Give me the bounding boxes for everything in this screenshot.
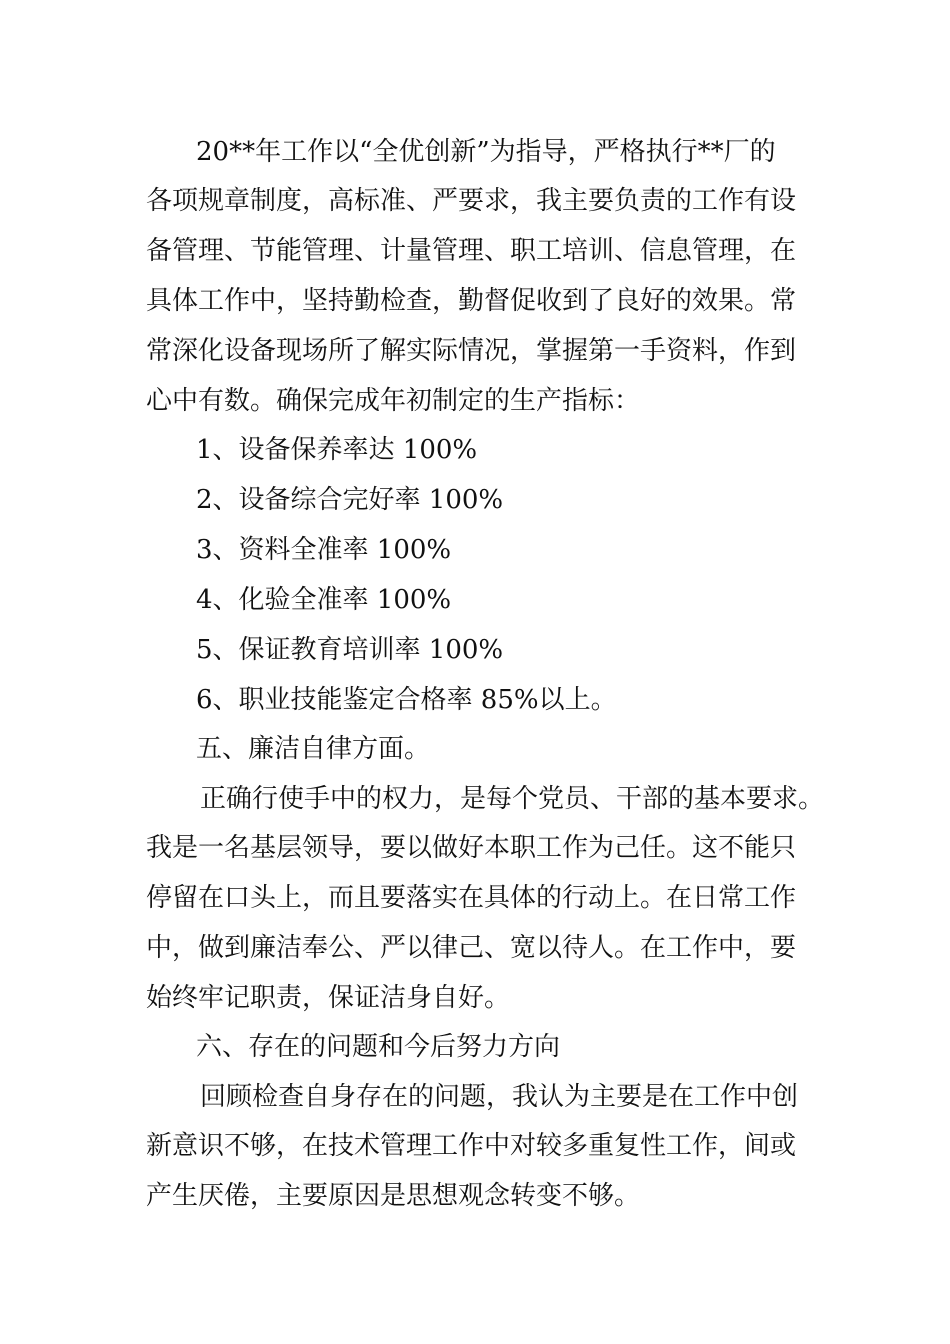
- paragraph-1-line-1: 20**年工作以“全优创新”为指导，严格执行**厂的: [196, 137, 776, 167]
- paragraph-1-line-4: 具体工作中，坚持勤检查，勤督促收到了良好的效果。常: [146, 286, 797, 316]
- list-item: 1、设备保养率达 100%: [196, 435, 478, 465]
- paragraph-3-line-3: 产生厌倦，主要原因是思想观念转变不够。: [146, 1181, 641, 1211]
- paragraph-2-line-1: 正确行使手中的权力，是每个党员、干部的基本要求。: [200, 784, 825, 814]
- paragraph-1-line-5: 常深化设备现场所了解实际情况，掌握第一手资料，作到: [146, 336, 797, 366]
- list-item: 6、职业技能鉴定合格率 85%以上。: [196, 685, 617, 715]
- list-item: 2、设备综合完好率 100%: [196, 485, 504, 515]
- paragraph-3-line-2: 新意识不够，在技术管理工作中对较多重复性工作，间或: [146, 1131, 797, 1161]
- paragraph-2-line-4: 中，做到廉洁奉公、严以律己、宽以待人。在工作中，要: [146, 933, 797, 963]
- section-6-heading: 六、存在的问题和今后努力方向: [196, 1032, 561, 1062]
- paragraph-2-line-3: 停留在口头上，而且要落实在具体的行动上。在日常工作: [146, 883, 797, 913]
- paragraph-2-line-5: 始终牢记职责，保证洁身自好。: [146, 983, 511, 1013]
- paragraph-3-line-1: 回顾检查自身存在的问题，我认为主要是在工作中创: [200, 1082, 799, 1112]
- paragraph-1-line-2: 各项规章制度，高标准、严要求，我主要负责的工作有设: [146, 186, 797, 216]
- paragraph-1-line-3: 备管理、节能管理、计量管理、职工培训、信息管理，在: [146, 236, 797, 266]
- paragraph-2-line-2: 我是一名基层领导，要以做好本职工作为己任。这不能只: [146, 833, 797, 863]
- paragraph-1-line-6: 心中有数。确保完成年初制定的生产指标：: [146, 386, 641, 416]
- section-5-heading: 五、廉洁自律方面。: [196, 734, 431, 764]
- list-item: 5、保证教育培训率 100%: [196, 635, 504, 665]
- list-item: 3、资料全准率 100%: [196, 535, 452, 565]
- list-item: 4、化验全准率 100%: [196, 585, 452, 615]
